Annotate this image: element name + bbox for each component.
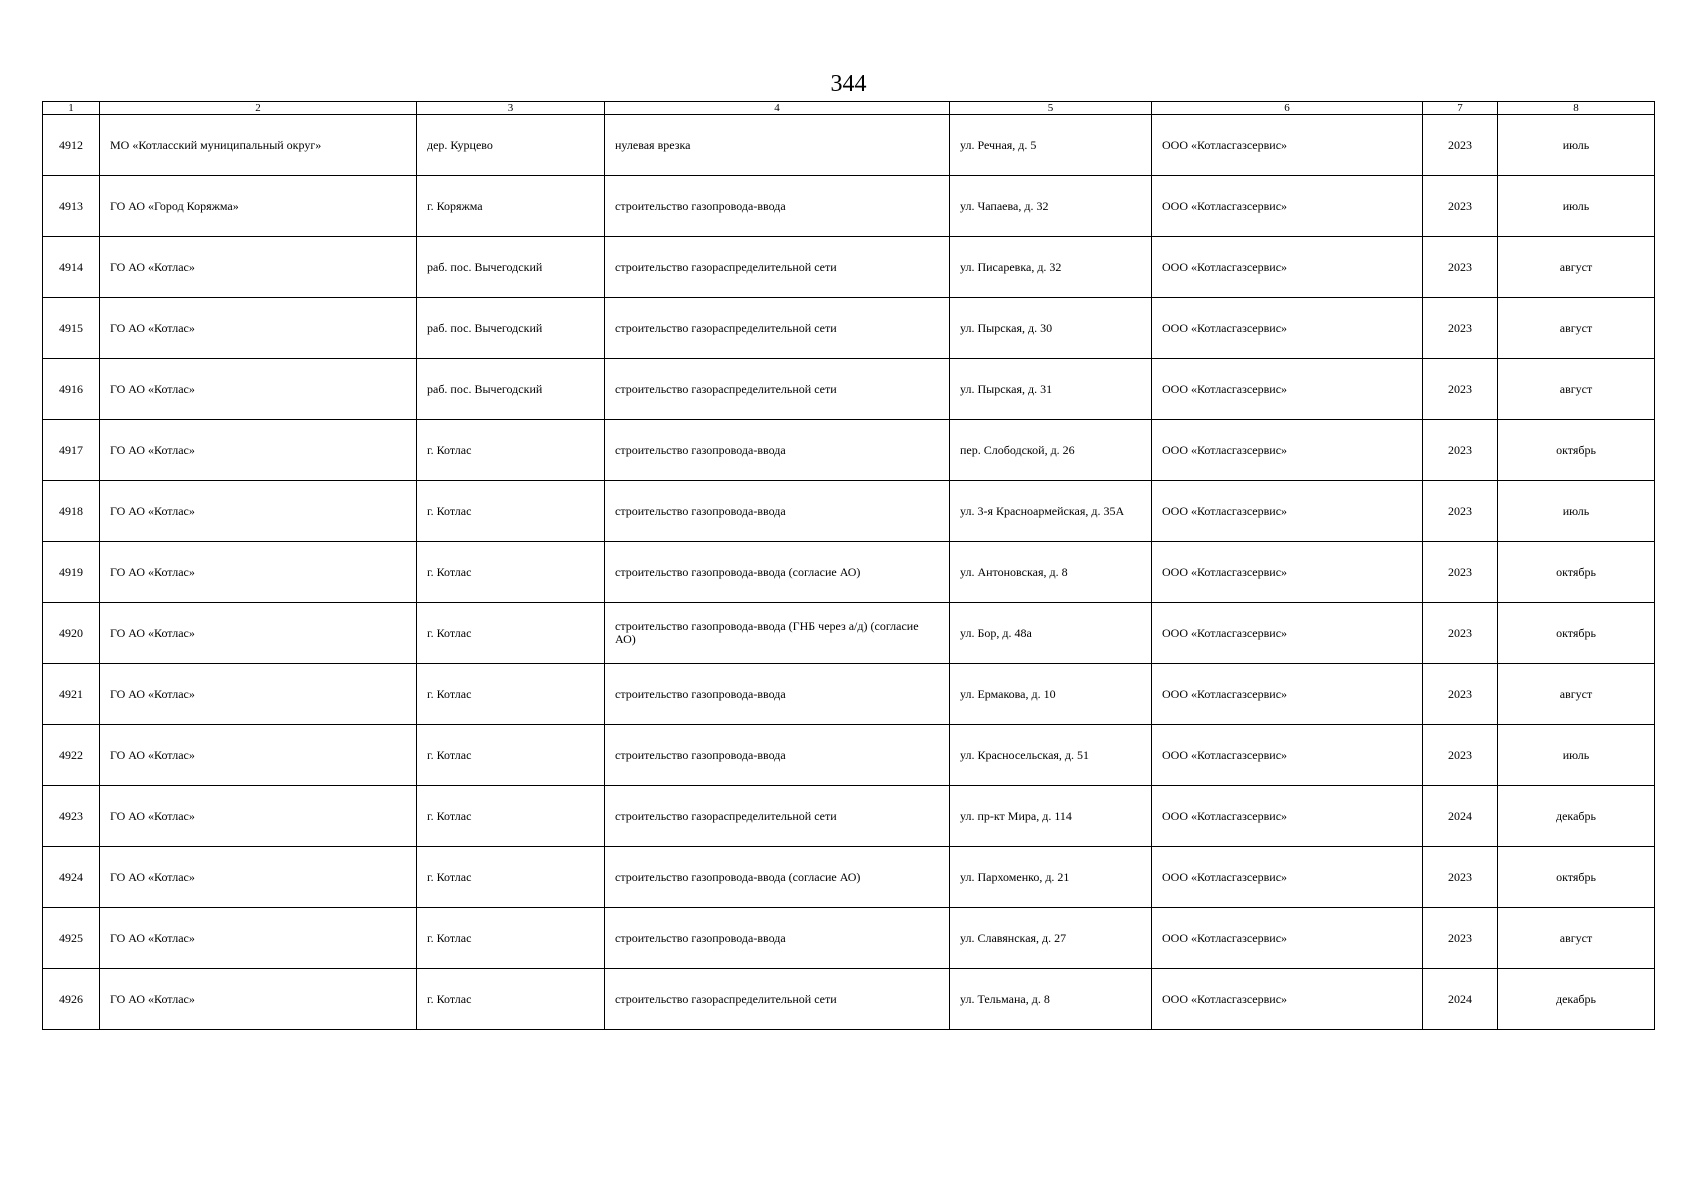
row-number: 4926: [43, 969, 100, 1030]
municipality-cell: ГО АО «Котлас»: [100, 969, 417, 1030]
table-row: [43, 359, 1655, 420]
work-type-cell: строительство газопровода-ввода: [605, 908, 950, 969]
work-type-cell: строительство газопровода-ввода: [605, 176, 950, 237]
header-cell: 3: [417, 102, 605, 115]
municipality-cell: ГО АО «Котлас»: [100, 603, 417, 664]
year-cell: 2023: [1423, 725, 1498, 786]
year-cell: 2023: [1423, 481, 1498, 542]
month-cell: июль: [1498, 481, 1655, 542]
organization-cell: ООО «Котласгазсервис»: [1152, 542, 1423, 603]
organization-cell: ООО «Котласгазсервис»: [1152, 664, 1423, 725]
work-type-cell: строительство газопровода-ввода (согласие АО): [605, 542, 950, 603]
year-cell: 2023: [1423, 603, 1498, 664]
work-type-cell: строительство газопровода-ввода (согласие АО): [605, 847, 950, 908]
settlement-cell: г. Котлас: [417, 908, 605, 969]
settlement-cell: раб. пос. Вычегодский: [417, 298, 605, 359]
table-row: [43, 481, 1655, 542]
organization-cell: ООО «Котласгазсервис»: [1152, 176, 1423, 237]
organization-cell: ООО «Котласгазсервис»: [1152, 298, 1423, 359]
work-type-cell: строительство газораспределительной сети: [605, 298, 950, 359]
work-type-cell: строительство газораспределительной сети: [605, 969, 950, 1030]
month-cell: декабрь: [1498, 786, 1655, 847]
organization-cell: ООО «Котласгазсервис»: [1152, 725, 1423, 786]
row-number: 4922: [43, 725, 100, 786]
municipality-cell: ГО АО «Котлас»: [100, 908, 417, 969]
month-cell: июль: [1498, 725, 1655, 786]
year-cell: 2024: [1423, 969, 1498, 1030]
municipality-cell: ГО АО «Город Коряжма»: [100, 176, 417, 237]
table-row: [43, 725, 1655, 786]
municipality-cell: ГО АО «Котлас»: [100, 298, 417, 359]
settlement-cell: г. Котлас: [417, 725, 605, 786]
header-row: [43, 102, 1655, 115]
header-cell: 8: [1498, 102, 1655, 115]
month-cell: август: [1498, 359, 1655, 420]
organization-cell: ООО «Котласгазсервис»: [1152, 359, 1423, 420]
table-row: [43, 542, 1655, 603]
municipality-cell: ГО АО «Котлас»: [100, 664, 417, 725]
work-type-cell: строительство газораспределительной сети: [605, 237, 950, 298]
address-cell: ул. 3-я Красноармейская, д. 35А: [950, 481, 1152, 542]
settlement-cell: г. Котлас: [417, 664, 605, 725]
table-row: [43, 969, 1655, 1030]
address-cell: ул. Речная, д. 5: [950, 115, 1152, 176]
municipality-cell: ГО АО «Котлас»: [100, 359, 417, 420]
address-cell: ул. Пархоменко, д. 21: [950, 847, 1152, 908]
table-row: [43, 115, 1655, 176]
row-number: 4916: [43, 359, 100, 420]
address-cell: ул. Чапаева, д. 32: [950, 176, 1152, 237]
table-row: [43, 786, 1655, 847]
organization-cell: ООО «Котласгазсервис»: [1152, 237, 1423, 298]
settlement-cell: г. Котлас: [417, 969, 605, 1030]
month-cell: август: [1498, 298, 1655, 359]
month-cell: июль: [1498, 115, 1655, 176]
year-cell: 2023: [1423, 115, 1498, 176]
year-cell: 2023: [1423, 420, 1498, 481]
month-cell: август: [1498, 908, 1655, 969]
table-row: [43, 298, 1655, 359]
address-cell: ул. Тельмана, д. 8: [950, 969, 1152, 1030]
row-number: 4921: [43, 664, 100, 725]
municipality-cell: ГО АО «Котлас»: [100, 420, 417, 481]
row-number: 4915: [43, 298, 100, 359]
settlement-cell: г. Котлас: [417, 481, 605, 542]
settlement-cell: г. Котлас: [417, 603, 605, 664]
municipality-cell: ГО АО «Котлас»: [100, 481, 417, 542]
year-cell: 2023: [1423, 298, 1498, 359]
page-number: 344: [830, 71, 867, 97]
table-row: [43, 847, 1655, 908]
table-row: [43, 420, 1655, 481]
organization-cell: ООО «Котласгазсервис»: [1152, 481, 1423, 542]
month-cell: декабрь: [1498, 969, 1655, 1030]
year-cell: 2023: [1423, 359, 1498, 420]
table-row: [43, 908, 1655, 969]
work-type-cell: строительство газопровода-ввода (ГНБ через а/д) (согласие АО): [605, 603, 950, 664]
address-cell: ул. Ермакова, д. 10: [950, 664, 1152, 725]
month-cell: октябрь: [1498, 603, 1655, 664]
row-number: 4923: [43, 786, 100, 847]
address-cell: ул. Бор, д. 48а: [950, 603, 1152, 664]
year-cell: 2023: [1423, 847, 1498, 908]
row-number: 4913: [43, 176, 100, 237]
organization-cell: ООО «Котласгазсервис»: [1152, 786, 1423, 847]
month-cell: октябрь: [1498, 847, 1655, 908]
row-number: 4919: [43, 542, 100, 603]
month-cell: август: [1498, 237, 1655, 298]
header-cell: 4: [605, 102, 950, 115]
year-cell: 2023: [1423, 176, 1498, 237]
organization-cell: ООО «Котласгазсервис»: [1152, 420, 1423, 481]
table-row: [43, 176, 1655, 237]
organization-cell: ООО «Котласгазсервис»: [1152, 969, 1423, 1030]
month-cell: июль: [1498, 176, 1655, 237]
address-cell: ул. Пырская, д. 30: [950, 298, 1152, 359]
table-row: [43, 664, 1655, 725]
header-cell: 7: [1423, 102, 1498, 115]
row-number: 4912: [43, 115, 100, 176]
settlement-cell: г. Котлас: [417, 847, 605, 908]
organization-cell: ООО «Котласгазсервис»: [1152, 603, 1423, 664]
municipality-cell: ГО АО «Котлас»: [100, 847, 417, 908]
month-cell: август: [1498, 664, 1655, 725]
table-row: [43, 603, 1655, 664]
work-type-cell: нулевая врезка: [605, 115, 950, 176]
work-type-cell: строительство газопровода-ввода: [605, 420, 950, 481]
row-number: 4925: [43, 908, 100, 969]
municipality-cell: МО «Котласский муниципальный округ»: [100, 115, 417, 176]
work-type-cell: строительство газораспределительной сети: [605, 786, 950, 847]
address-cell: пер. Слободской, д. 26: [950, 420, 1152, 481]
settlement-cell: дер. Курцево: [417, 115, 605, 176]
row-number: 4920: [43, 603, 100, 664]
municipality-cell: ГО АО «Котлас»: [100, 786, 417, 847]
address-cell: ул. Красносельская, д. 51: [950, 725, 1152, 786]
address-cell: ул. Писаревка, д. 32: [950, 237, 1152, 298]
work-type-cell: строительство газопровода-ввода: [605, 664, 950, 725]
year-cell: 2023: [1423, 664, 1498, 725]
row-number: 4918: [43, 481, 100, 542]
municipality-cell: ГО АО «Котлас»: [100, 237, 417, 298]
settlement-cell: раб. пос. Вычегодский: [417, 237, 605, 298]
organization-cell: ООО «Котласгазсервис»: [1152, 115, 1423, 176]
row-number: 4914: [43, 237, 100, 298]
settlement-cell: г. Коряжма: [417, 176, 605, 237]
settlement-cell: г. Котлас: [417, 786, 605, 847]
address-cell: ул. пр-кт Мира, д. 114: [950, 786, 1152, 847]
month-cell: октябрь: [1498, 542, 1655, 603]
settlement-cell: г. Котлас: [417, 420, 605, 481]
address-cell: ул. Пырская, д. 31: [950, 359, 1152, 420]
address-cell: ул. Славянская, д. 27: [950, 908, 1152, 969]
address-cell: ул. Антоновская, д. 8: [950, 542, 1152, 603]
work-type-cell: строительство газопровода-ввода: [605, 725, 950, 786]
year-cell: 2024: [1423, 786, 1498, 847]
organization-cell: ООО «Котласгазсервис»: [1152, 847, 1423, 908]
year-cell: 2023: [1423, 237, 1498, 298]
row-number: 4924: [43, 847, 100, 908]
header-cell: 5: [950, 102, 1152, 115]
table-row: [43, 237, 1655, 298]
header-cell: 2: [100, 102, 417, 115]
settlement-cell: г. Котлас: [417, 542, 605, 603]
year-cell: 2023: [1423, 542, 1498, 603]
municipality-cell: ГО АО «Котлас»: [100, 542, 417, 603]
row-number: 4917: [43, 420, 100, 481]
month-cell: октябрь: [1498, 420, 1655, 481]
header-cell: 1: [43, 102, 100, 115]
work-type-cell: строительство газораспределительной сети: [605, 359, 950, 420]
municipality-cell: ГО АО «Котлас»: [100, 725, 417, 786]
settlement-cell: раб. пос. Вычегодский: [417, 359, 605, 420]
year-cell: 2023: [1423, 908, 1498, 969]
organization-cell: ООО «Котласгазсервис»: [1152, 908, 1423, 969]
header-cell: 6: [1152, 102, 1423, 115]
gasification-table: [42, 101, 1655, 1030]
work-type-cell: строительство газопровода-ввода: [605, 481, 950, 542]
